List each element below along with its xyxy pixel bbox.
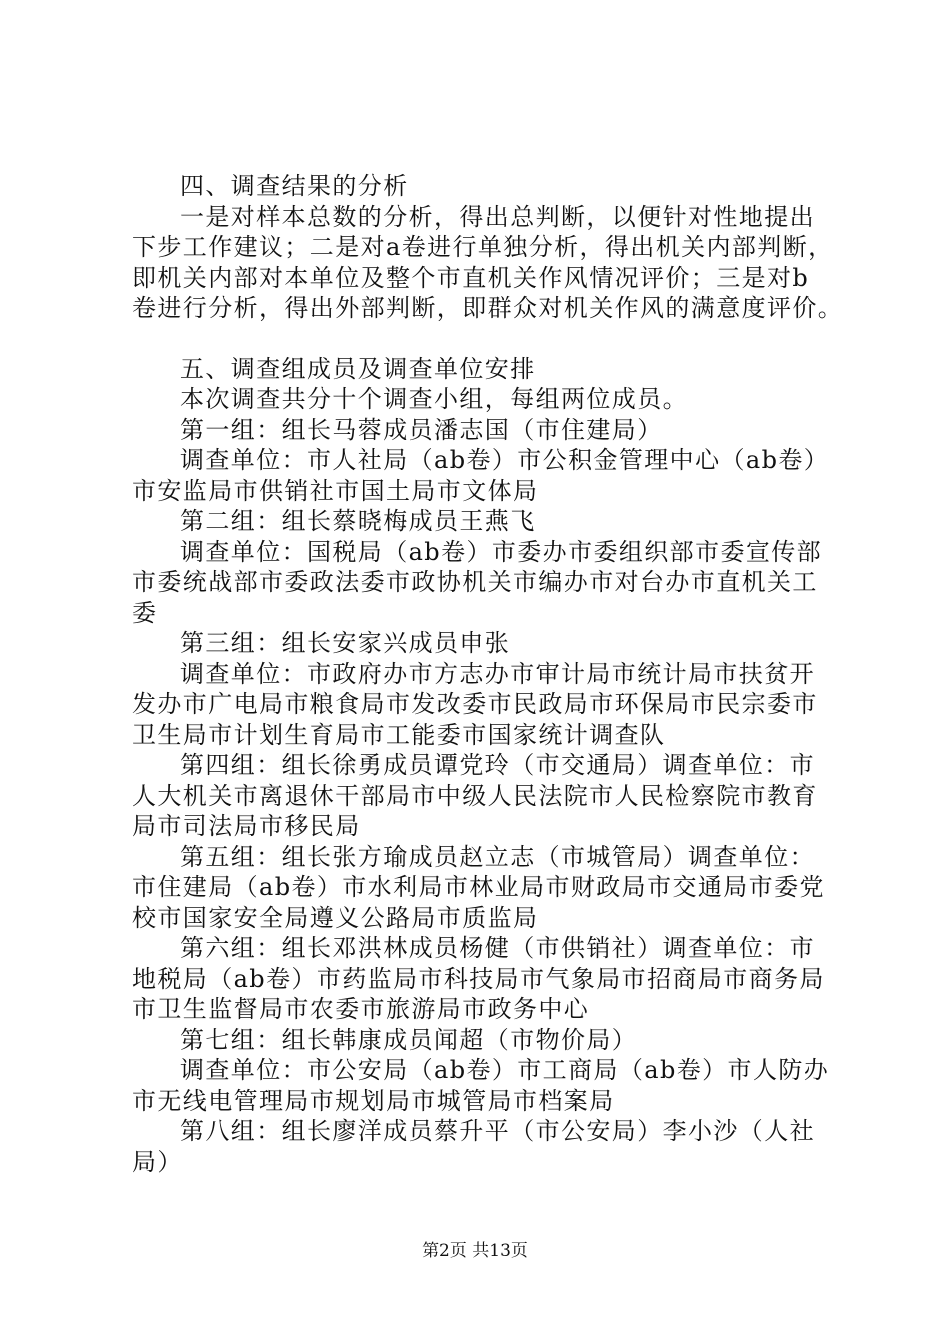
paragraph-line: 调查单位：市人社局（ab卷）市公积金管理中心（ab卷）: [180, 446, 830, 474]
section-heading: 五、调查组成员及调查单位安排: [180, 354, 536, 383]
paragraph-line: 下步工作建议；二是对a卷进行单独分析，得出机关内部判断，: [132, 233, 834, 261]
paragraph-line: 第六组：组长邓洪林成员杨健（市供销社）调查单位：市: [180, 934, 815, 962]
paragraph-line: 委: [132, 598, 158, 627]
paragraph-line: 发办市广电局市粮食局市发改委市民政局市环保局市民宗委市: [132, 690, 818, 718]
page-footer: 第2页 共13页: [422, 1241, 528, 1261]
section-heading: 四、调查结果的分析: [180, 172, 409, 200]
paragraph-line: 调查单位：国税局（ab卷）市委办市委组织部市委宣传部: [180, 537, 823, 566]
paragraph: [132, 202, 844, 324]
paragraph-line: 地税局（ab卷）市药监局市科技局市气象局市招商局市商务局: [132, 964, 825, 993]
paragraph-line: 卷进行分析，得出外部判断，即群众对机关作风的满意度评价。: [132, 294, 844, 322]
group-list: [132, 384, 832, 1177]
paragraph-line: 第三组：组长安家兴成员申张: [180, 629, 511, 657]
paragraph-line: 第七组：组长韩康成员闻超（市物价局）: [180, 1025, 638, 1054]
paragraph-line: 局）: [132, 1147, 183, 1176]
paragraph-line: 第一组：组长马蓉成员潘志国（市住建局）: [180, 415, 663, 444]
paragraph-line: 第二组：组长蔡晓梅成员王燕飞: [180, 507, 536, 535]
section-spacer: [132, 324, 832, 354]
paragraph-line: 一是对样本总数的分析，得出总判断，以便针对性地提出: [180, 202, 815, 231]
paragraph-line: 市住建局（ab卷）市水利局市林业局市财政局市交通局市委党: [132, 873, 825, 901]
paragraph-line: 第五组：组长张方瑜成员赵立志（市城管局）调查单位：: [180, 842, 815, 871]
paragraph-line: 调查单位：市公安局（ab卷）市工商局（ab卷）市人防办: [180, 1056, 830, 1084]
paragraph-line: 卫生局市计划生育局市工能委市国家统计调查队: [132, 720, 666, 749]
paragraph-line: 市无线电管理局市规划局市城管局市档案局: [132, 1086, 615, 1115]
paragraph-line: 局市司法局市移民局: [132, 812, 361, 840]
paragraph-line: 市安监局市供销社市国土局市文体局: [132, 476, 539, 505]
paragraph-line: 第四组：组长徐勇成员谭党玲（市交通局）调查单位：市: [180, 751, 815, 779]
paragraph-line: 第八组：组长廖洋成员蔡升平（市公安局）李小沙（人社: [180, 1117, 815, 1145]
document-body: [132, 171, 844, 1177]
paragraph-line: 市卫生监督局市农委市旅游局市政务中心: [132, 995, 590, 1023]
paragraph-line: 人大机关市离退休干部局市中级人民法院市人民检察院市教育: [132, 781, 818, 810]
paragraph-line: 本次调查共分十个调查小组，每组两位成员。: [180, 385, 688, 413]
paragraph-line: 市委统战部市委政法委市政协机关市编办市对台办市直机关工: [132, 568, 818, 596]
paragraph-line: 即机关内部对本单位及整个市直机关作风情况评价；三是对b: [132, 263, 810, 292]
paragraph-line: 校市国家安全局遵义公路局市质监局: [132, 903, 539, 932]
paragraph-line: 调查单位：市政府办市方志办市审计局市统计局市扶贫开: [180, 659, 815, 688]
